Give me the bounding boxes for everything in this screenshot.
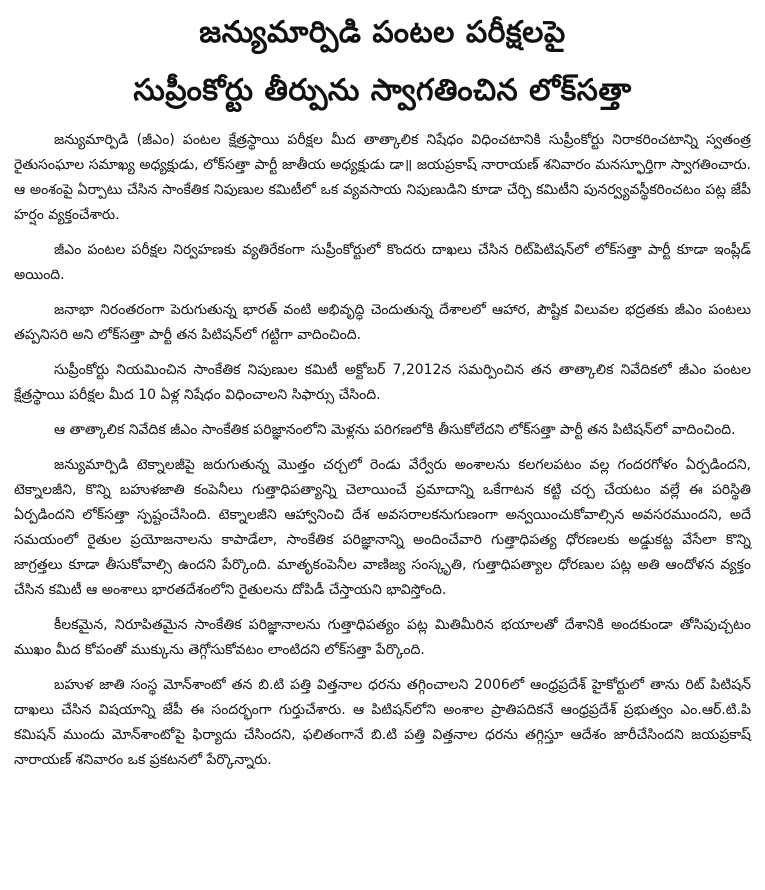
paragraph-2: జీఎం పంటల పరీక్షల నిర్వహణకు వ్యతిరేకంగా సుప్రీంకోర్టులో కొందరు దాఖలు చేసిన రిట్‌పిటిషన్‌లో లోక్‌సత్తా పార్టీ కూడా ఇంప్లీడ్ అయింది. [14,242,751,283]
headline-line-1: జన్యుమార్పిడి పంటల పరీక్షలపై [199,15,566,50]
paragraph-7: కీలకమైన, నిరూపితమైన సాంకేతిక పరిజ్ఞానాలను గుత్తాధిపత్యం పట్ల మితిమీరిన భయాలతో దేశానికి అందకుండా తోసిపుచ్చటం ముఖం మీద కోపంతో ముక్కును తెగ్గోసుకోవటం లాంటిదని లోక్‌సత్తా పేర్కొంది. [14,617,751,658]
paragraph-6: జన్యుమార్పిడి టెక్నాలజీపై జరుగుతున్న మొత్తం చర్చలో రెండు వేర్వేరు అంశాలను కలగలపటం వల్ల గందరగోళం ఏర్పడిందని, టెక్నాలజీని, కొన్ని బహుళజాతి కంపెనీలు గుత్తాధిపత్యాన్ని చెలాయించే ప్రమాదాన్ని ఒకేగాటన కట్టి చర్చ చేయటం వల్లే ఈ పరిస్థితి ఏర్పడిందని లోక్‌సత్తా స్పష్టంచేసింది. టెక్నాలజీని ఆహ్వానించి దేశ అవసరాలకనుగుణంగా అన్వయించుకోవాల్సిన అవసరముందని, అదే సమయంలో రైతుల ప్రయోజనాలను కాపాడేలా, సాంకేతిక పరిజ్ఞానాన్ని అందించేవారి గుత్తాధిపత్య ధోరణలకు అడ్డుకట్ట వేసేలా కొన్ని జాగ్రత్తలు కూడా తీసుకోవాల్సి ఉందని పేర్కొంది. మాతృకంపెనీల వాణిజ్య సంస్కృతి, గుత్తాధిపత్యాల ధోరణుల పట్ల అతి ఆందోళన వ్యక్తం చేసిన కమిటీ ఆ అంశాలు భారతదేశంలోని రైతులను దోపిడీ చేస్తాయని భావిస్తోంది. [14,457,751,598]
paragraph-5: ఆ తాత్కాలిక నివేదిక జీఎం సాంకేతిక పరిజ్ఞానంలోని మెళ్లను పరిగణలోకి తీసుకోలేదని లోక్‌సత్తా పార్టీ తన పిటిషన్‌లో వాదించింది. [54,422,736,438]
article-body [14,128,751,773]
paragraph-3: జనాభా నిరంతరంగా పెరుగుతున్న భారత్ వంటి అభివృద్ధి చెందుతున్న దేశాలలో ఆహార, పౌష్టిక విలువల భద్రతకు జీఎం పంటలు తప్పనిసరి అని లోక్‌సత్తా పార్టీ తన పిటిషన్‌లో గట్టిగా వాదించింది. [14,302,751,343]
headline-line-2: సుప్రీంకోర్టు తీర్పును స్వాగతించిన లోక్‌సత్తా [133,73,632,108]
paragraph-1: జన్యుమార్పిడి (జీఎం) పంటల క్షేత్రస్థాయి పరీక్షల మీద తాత్కాలిక నిషేధం విధించటానికి సుప్రీంకోర్టు నిరాకరించటాన్ని స్వతంత్ర రైతుసంఘాల సమాఖ్య అధ్యక్షుడు, లోక్‌సత్తా పార్టీ జాతీయ అధ్యక్షుడు డా॥ జయప్రకాష్ నారాయణ్ శనివారం మనస్ఫూర్తిగా స్వాగతించారు. ఆ అంశంపై ఏర్పాటు చేసిన సాంకేతిక నిపుణుల కమిటీలో ఒక వ్యవసాయ నిపుణుడిని కూడా చేర్చి కమిటీని పునర్వ్యవస్థీకరించటం పట్ల జేపీ హర్షం వ్యక్తంచేశారు. [14,132,751,223]
paragraph-8: బహుళ జాతి సంస్థ మోన్‌శాంటో తన బి.టి పత్తి విత్తనాల ధరను తగ్గించాలని 2006లో ఆంధ్రప్రదేశ్ హైకోర్టులో తాను రిట్ పిటిషన్ దాఖలు చేసిన విషయాన్ని జేపీ ఈ సందర్భంగా గుర్తుచేశారు. ఆ పిటిషన్‌లోని అంశాల ప్రాతిపదికనే ఆంధ్రప్రదేశ్ ప్రభుత్వం ఎం.ఆర్.టి.పి కమిషన్ ముందు మోన్‌శాంటోపై ఫిర్యాదు చేసిందని, ఫలితంగానే బి.టి పత్తి విత్తనాల ధరను తగ్గిస్తూ ఆదేశం జారీచేసిందని జయప్రకాష్ నారాయణ్ శనివారం ఒక ప్రకటనలో పేర్కొన్నారు. [14,677,751,768]
paragraph-4: సుప్రీంకోర్టు నియమించిన సాంకేతిక నిపుణుల కమిటీ అక్టోబర్ 7,2012న సమర్పించిన తన తాత్కాలిక నివేదికలో జీఎం పంటల క్షేత్రస్థాయి పరీక్షల మీద 10 ఏళ్ల నిషేధం విధించాలని సిఫార్సు చేసింది. [14,362,751,403]
headline [14,4,751,120]
